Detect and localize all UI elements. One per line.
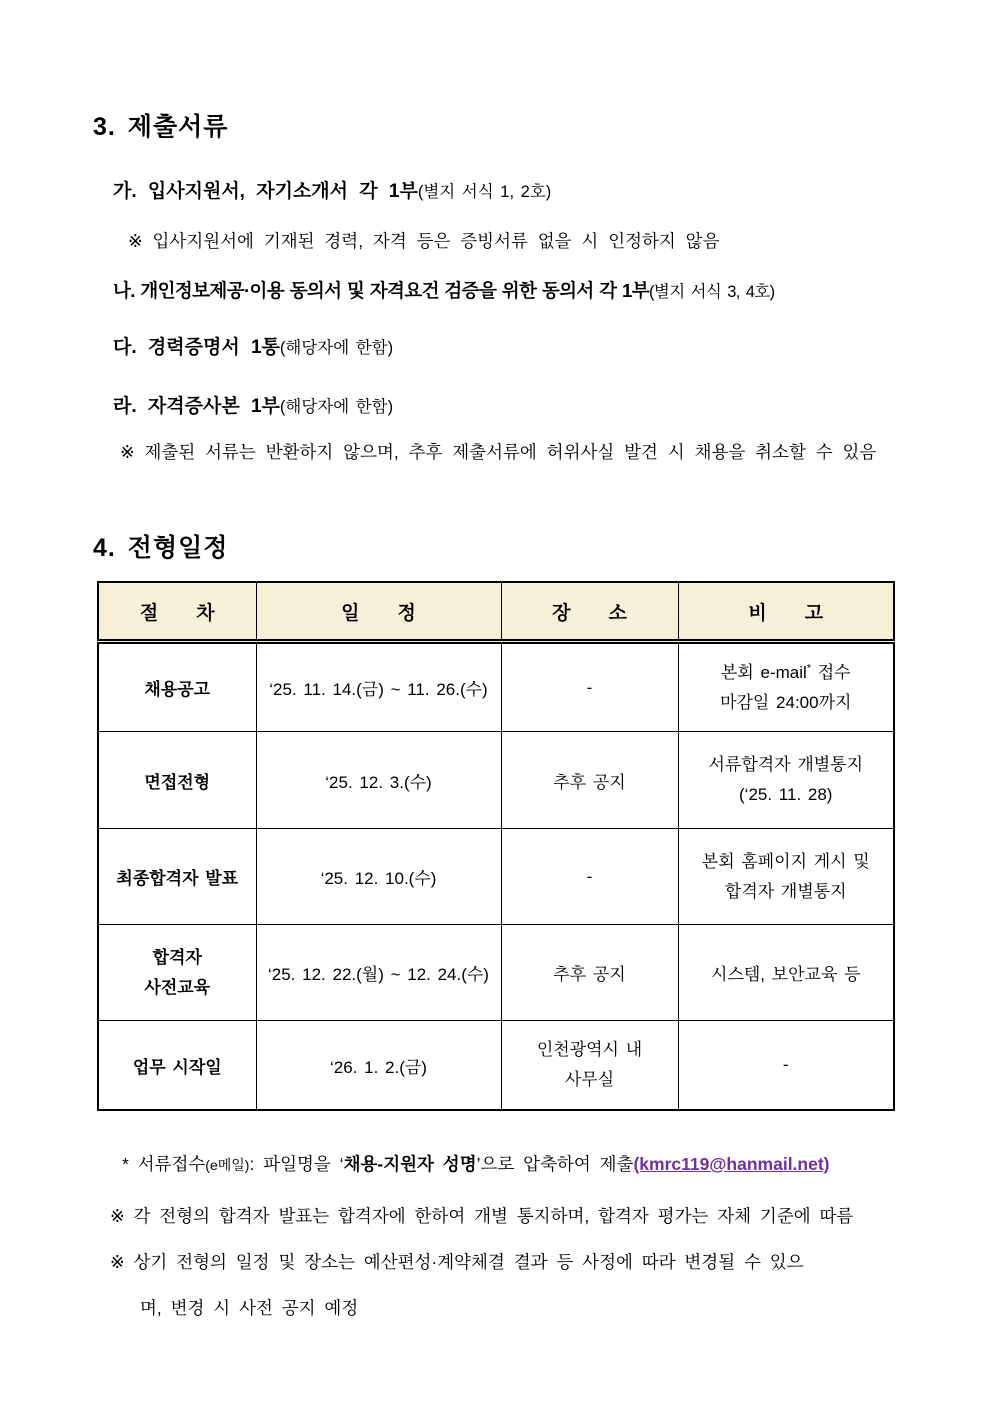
schedule-table-header-row	[98, 582, 894, 642]
table-row-work-start	[98, 1021, 894, 1111]
submission-item-2-paren: (별지 서식 3, 4호)	[648, 283, 775, 301]
footnote-note-1: ※ 각 전형의 합격자 발표는 합격자에 한하여 개별 통지하며, 합격자 평가는 자체 기준에 따름	[110, 1206, 854, 1226]
schedule-cell: ‘25. 12. 3.(수)	[256, 732, 501, 829]
procedure-cell: 면접전형	[98, 732, 256, 829]
schedule-cell: ‘25. 12. 22.(월) ~ 12. 24.(수)	[256, 925, 501, 1021]
submission-item-3-paren: (해당자에 한함)	[279, 339, 394, 357]
schedule-cell: ‘26. 1. 2.(금)	[256, 1021, 501, 1111]
table-row-interview	[98, 732, 894, 829]
table-row-announcement	[98, 642, 894, 732]
submission-sub-note: ※ 입사지원서에 기재된 경력, 자격 등은 증빙서류 없을 시 인정하지 않음	[128, 231, 720, 251]
procedure-cell: 채용공고	[98, 642, 256, 732]
place-cell: -	[501, 642, 678, 732]
table-row-pre-education	[98, 925, 894, 1021]
submission-item-1	[113, 178, 992, 206]
procedure-cell: 업무 시작일	[98, 1021, 256, 1111]
remark-cell: 시스템, 보안교육 등	[678, 925, 894, 1021]
submission-item-2-text: 나. 개인정보제공·이용 동의서 및 자격요건 검증을 위한 동의서 각 1부	[113, 280, 649, 301]
submission-item-3	[113, 334, 992, 362]
section-4-title: 4. 전형일정	[93, 534, 229, 562]
procedure-cell: 최종합격자 발표	[98, 829, 256, 925]
footnote-note-2-line-1: ※ 상기 전형의 일정 및 장소는 예산편성·계약체결 결과 등 사정에 따라 변경될 수 있으	[110, 1252, 804, 1272]
place-cell: 추후 공지	[501, 732, 678, 829]
column-header-procedure: 절 차	[98, 582, 256, 642]
schedule-table	[97, 581, 895, 1111]
email-link[interactable]: (kmrc119@hanmail.net)	[633, 1154, 830, 1174]
column-header-schedule: 일 정	[256, 582, 501, 642]
submission-item-1-paren: (별지 서식 1, 2호)	[417, 183, 552, 201]
submission-end-note: ※ 제출된 서류는 반환하지 않으며, 추후 제출서류에 허위사실 발견 시 채용을 취소할 수 있음	[120, 442, 877, 462]
filename-bold-text: 채용-지원자 성명	[343, 1154, 477, 1174]
asterisk-marker: *	[122, 1154, 129, 1174]
submission-item-4-paren: (해당자에 한함)	[279, 398, 394, 416]
section-3-title: 3. 제출서류	[93, 113, 229, 141]
table-row-final-announcement	[98, 829, 894, 925]
schedule-cell: ‘25. 11. 14.(금) ~ 11. 26.(수)	[256, 642, 501, 732]
column-header-remark: 비 고	[678, 582, 894, 642]
remark-cell: 서류합격자 개별통지 (‘25. 11. 28)	[678, 732, 894, 829]
submission-item-4-text: 라. 자격증사본 1부	[113, 396, 280, 417]
remark-cell: -	[678, 1021, 894, 1111]
submission-item-3-text: 다. 경력증명서 1통	[113, 337, 280, 358]
place-cell: 인천광역시 내 사무실	[501, 1021, 678, 1111]
column-header-place: 장 소	[501, 582, 678, 642]
submission-item-4	[113, 393, 992, 421]
remark-cell: 본회 홈페이지 게시 및 합격자 개별통지	[678, 829, 894, 925]
submission-item-2	[113, 277, 992, 306]
place-cell: 추후 공지	[501, 925, 678, 1021]
procedure-cell: 합격자 사전교육	[98, 925, 256, 1021]
place-cell: -	[501, 829, 678, 925]
email-paren-label: (e메일)	[205, 1157, 250, 1173]
remark-cell: 본회 e-mail* 접수 마감일 24:00까지	[678, 642, 894, 732]
footnote-email-note: * 서류접수(e메일): 파일명을 ‘채용-지원자 성명’으로 압축하여 제출(kmrc119@hanmail.net)	[122, 1154, 830, 1174]
schedule-cell: ‘25. 12. 10.(수)	[256, 829, 501, 925]
footnote-asterisk: *	[806, 661, 812, 674]
submission-item-1-text: 가. 입사지원서, 자기소개서 각 1부	[113, 181, 418, 202]
footnote-note-2-line-2: 며, 변경 시 사전 공지 예정	[140, 1298, 359, 1318]
